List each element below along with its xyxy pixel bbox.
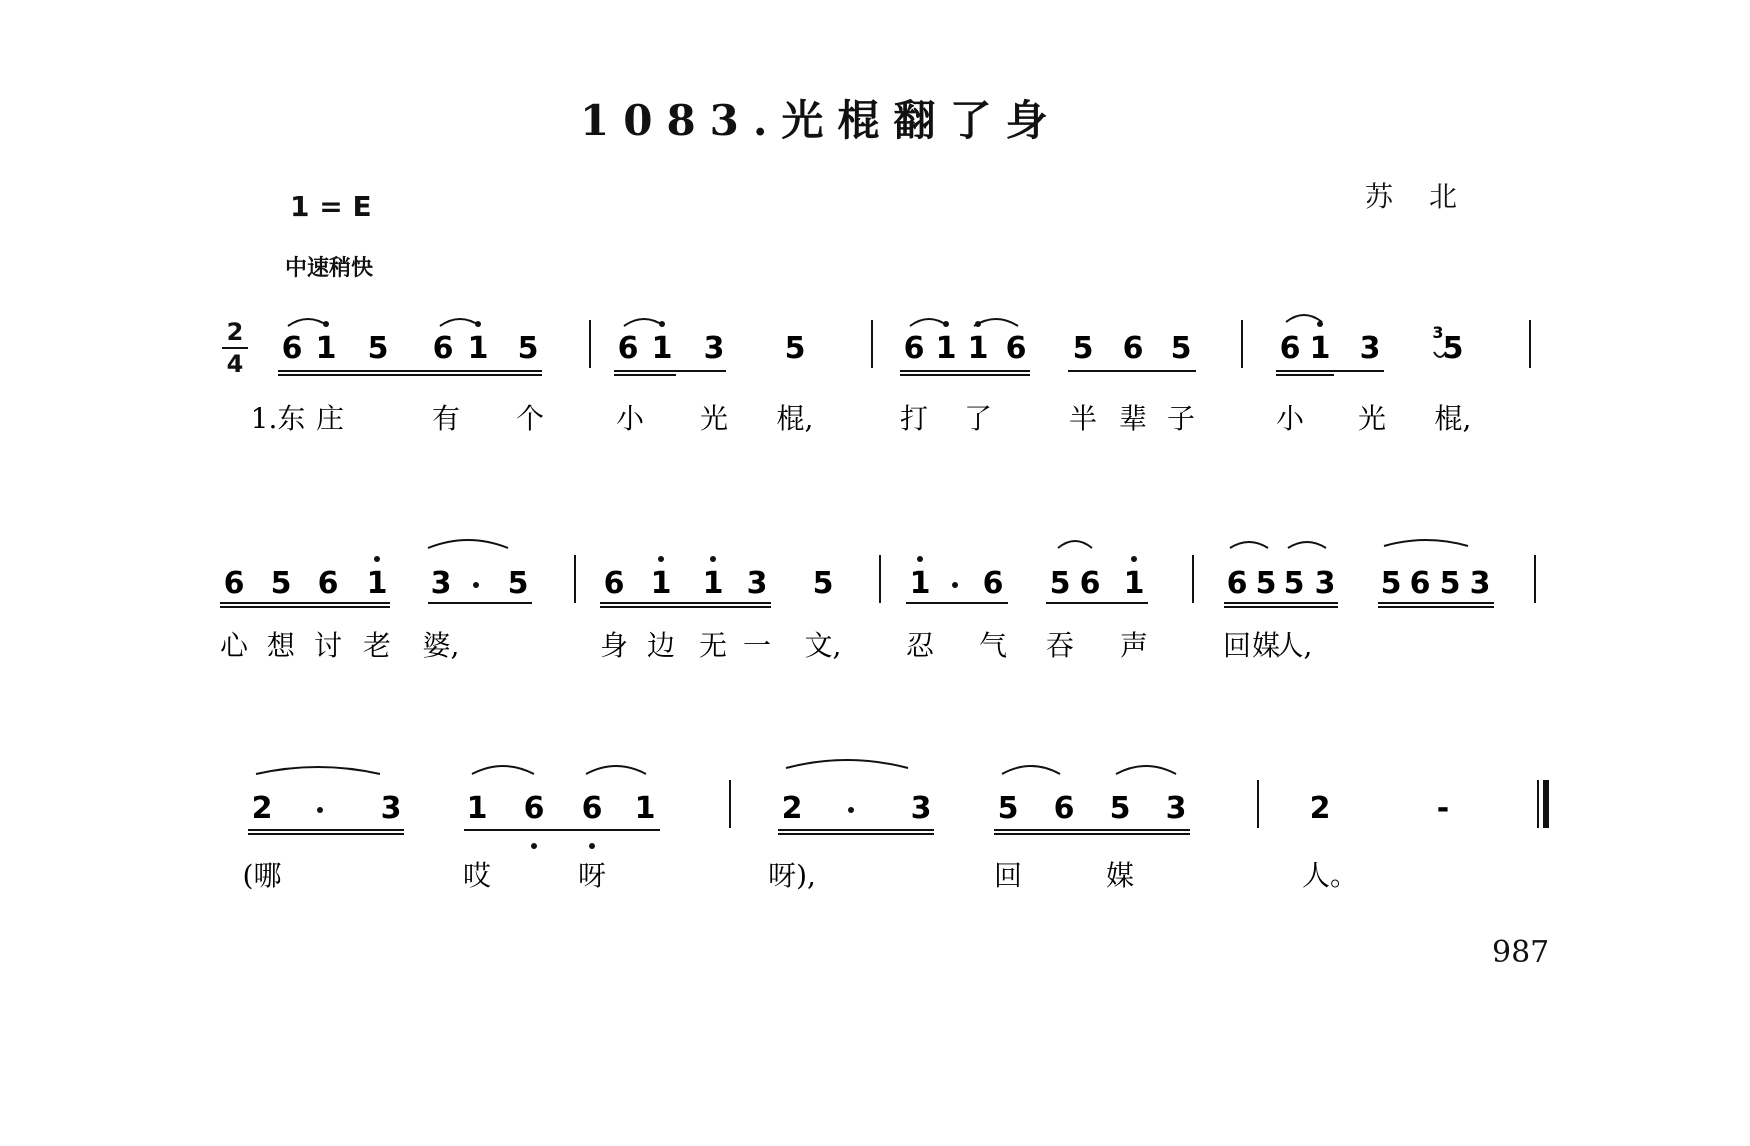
note: 5 (1380, 566, 1402, 601)
key-signature: 1 = E (290, 190, 372, 223)
note: 5 (1442, 331, 1464, 366)
lyric-syllable: 回 (1222, 629, 1252, 662)
lyric-syllable: 棍, (776, 402, 814, 435)
note: 5 (812, 566, 834, 601)
lyric-syllable: 回 (993, 859, 1023, 892)
duration-dot (952, 582, 958, 588)
lyric-syllable: 光 (699, 402, 729, 435)
low-octave-dot (531, 843, 537, 849)
lyric-syllable: 呀), (768, 859, 816, 892)
lyric-syllable: 媒 (1251, 629, 1281, 662)
note: 2 (251, 791, 273, 826)
note: 6 (1226, 566, 1248, 601)
slur (1116, 766, 1176, 774)
slur (1384, 540, 1468, 546)
lyric-syllable: 媒 (1105, 859, 1135, 892)
lyric-syllable: 人。 (1301, 859, 1359, 892)
high-octave-dot (374, 556, 380, 562)
lyric-syllable: 身 (599, 629, 629, 662)
time-signature-top: 2 (226, 318, 244, 346)
note: 3 (1469, 566, 1491, 601)
lyric-syllable: 光 (1357, 402, 1387, 435)
note: 6 (581, 791, 603, 826)
lyric-syllable: 打 (899, 402, 929, 435)
note: 6 (223, 566, 245, 601)
slur (786, 760, 908, 768)
duration-dot (473, 582, 479, 588)
note: 5 (367, 331, 389, 366)
note: 6 (1279, 331, 1301, 366)
lyric-syllable: 庄 (315, 402, 345, 435)
note: 3 (910, 791, 932, 826)
duration-dot (317, 807, 323, 813)
lyric-syllable: 哎 (462, 859, 492, 892)
lyric-syllable: 有 (431, 402, 461, 435)
note: 1 (634, 791, 656, 826)
note: 3 (746, 566, 768, 601)
lyric-syllable: 边 (646, 629, 676, 662)
note: 2 (1309, 791, 1331, 826)
slur (624, 319, 664, 326)
note: 2 (781, 791, 803, 826)
note: 6 (603, 566, 625, 601)
note: 3 (1314, 566, 1336, 601)
note: 1 (1309, 331, 1331, 366)
note: 1 (651, 331, 673, 366)
page-number: 987 (1492, 935, 1550, 970)
time-signature-bottom: 4 (226, 350, 244, 378)
note: 6 (982, 566, 1004, 601)
slur (586, 766, 646, 774)
note: 5 (1072, 331, 1094, 366)
note: 1 (315, 331, 337, 366)
note: 6 (1122, 331, 1144, 366)
note: 6 (1053, 791, 1075, 826)
note: 5 (1109, 791, 1131, 826)
note: - (1436, 791, 1450, 826)
tempo-marking: 中速稍快 (285, 256, 374, 281)
note: 5 (1439, 566, 1461, 601)
region-label: 苏北 (1365, 180, 1494, 213)
note: 3 (380, 791, 402, 826)
note: 5 (517, 331, 539, 366)
lyric-syllable: 心 (219, 629, 249, 662)
lyric-syllable: 子 (1166, 402, 1196, 435)
slur (472, 766, 534, 774)
lyric-syllable: 1.东 (250, 402, 306, 435)
slur (1230, 542, 1268, 548)
slur (1058, 541, 1092, 548)
note: 6 (1005, 331, 1027, 366)
note: 1 (650, 566, 672, 601)
lyric-syllable: 无 (698, 629, 728, 662)
duration-dot (848, 807, 854, 813)
slur (428, 540, 508, 548)
song-title: 1083.光棍翻了身 (580, 96, 1062, 145)
note: 1 (366, 566, 388, 601)
note: 3 (430, 566, 452, 601)
lyric-syllable: 个 (515, 402, 545, 435)
high-octave-dot (658, 556, 664, 562)
note: 1 (1123, 566, 1145, 601)
note: 6 (523, 791, 545, 826)
lyric-syllable: 了 (963, 402, 993, 435)
note: 6 (432, 331, 454, 366)
lyric-syllable: 辈 (1118, 402, 1148, 435)
grace-note: 3 (1432, 323, 1444, 342)
slur (1002, 766, 1060, 774)
slur (1288, 542, 1326, 548)
note: 5 (1283, 566, 1305, 601)
lyric-syllable: 吞 (1045, 629, 1075, 662)
note: 6 (903, 331, 925, 366)
note: 3 (1359, 331, 1381, 366)
note: 6 (1079, 566, 1101, 601)
lyric-syllable: 棍, (1434, 402, 1472, 435)
note: 5 (1170, 331, 1192, 366)
note: 6 (317, 566, 339, 601)
note: 3 (1165, 791, 1187, 826)
lyric-syllable: (哪 (242, 859, 282, 892)
note: 6 (281, 331, 303, 366)
note: 1 (909, 566, 931, 601)
note: 5 (997, 791, 1019, 826)
note: 1 (467, 331, 489, 366)
note: 3 (703, 331, 725, 366)
lyric-syllable: 半 (1068, 402, 1098, 435)
note: 1 (967, 331, 989, 366)
lyric-syllable: 婆, (422, 629, 460, 662)
lyric-syllable: 老 (362, 629, 392, 662)
lyric-syllable: 文, (804, 629, 842, 662)
note: 5 (1255, 566, 1277, 601)
lyric-syllable: 小 (615, 402, 645, 435)
lyric-syllable: 一 (742, 629, 772, 662)
lyric-syllable: 讨 (313, 629, 343, 662)
note: 6 (1409, 566, 1431, 601)
note: 1 (466, 791, 488, 826)
note: 5 (1049, 566, 1071, 601)
note: 1 (702, 566, 724, 601)
slur (256, 767, 380, 774)
note: 5 (507, 566, 529, 601)
lyric-syllable: 声 (1119, 629, 1149, 662)
note: 1 (935, 331, 957, 366)
note: 5 (784, 331, 806, 366)
lyric-syllable: 小 (1275, 402, 1305, 435)
high-octave-dot (710, 556, 716, 562)
high-octave-dot (1317, 321, 1323, 327)
high-octave-dot (917, 556, 923, 562)
slur (1286, 315, 1322, 322)
lyric-syllable: 想 (266, 629, 296, 662)
slur (440, 319, 480, 326)
note: 6 (617, 331, 639, 366)
lyric-syllable: 忍 (905, 629, 935, 662)
lyric-syllable: 人, (1275, 629, 1313, 662)
low-octave-dot (589, 843, 595, 849)
note: 5 (270, 566, 292, 601)
lyric-syllable: 气 (978, 629, 1008, 662)
slur (288, 319, 328, 326)
slur (910, 319, 948, 326)
high-octave-dot (1131, 556, 1137, 562)
lyric-syllable: 呀 (577, 859, 607, 892)
